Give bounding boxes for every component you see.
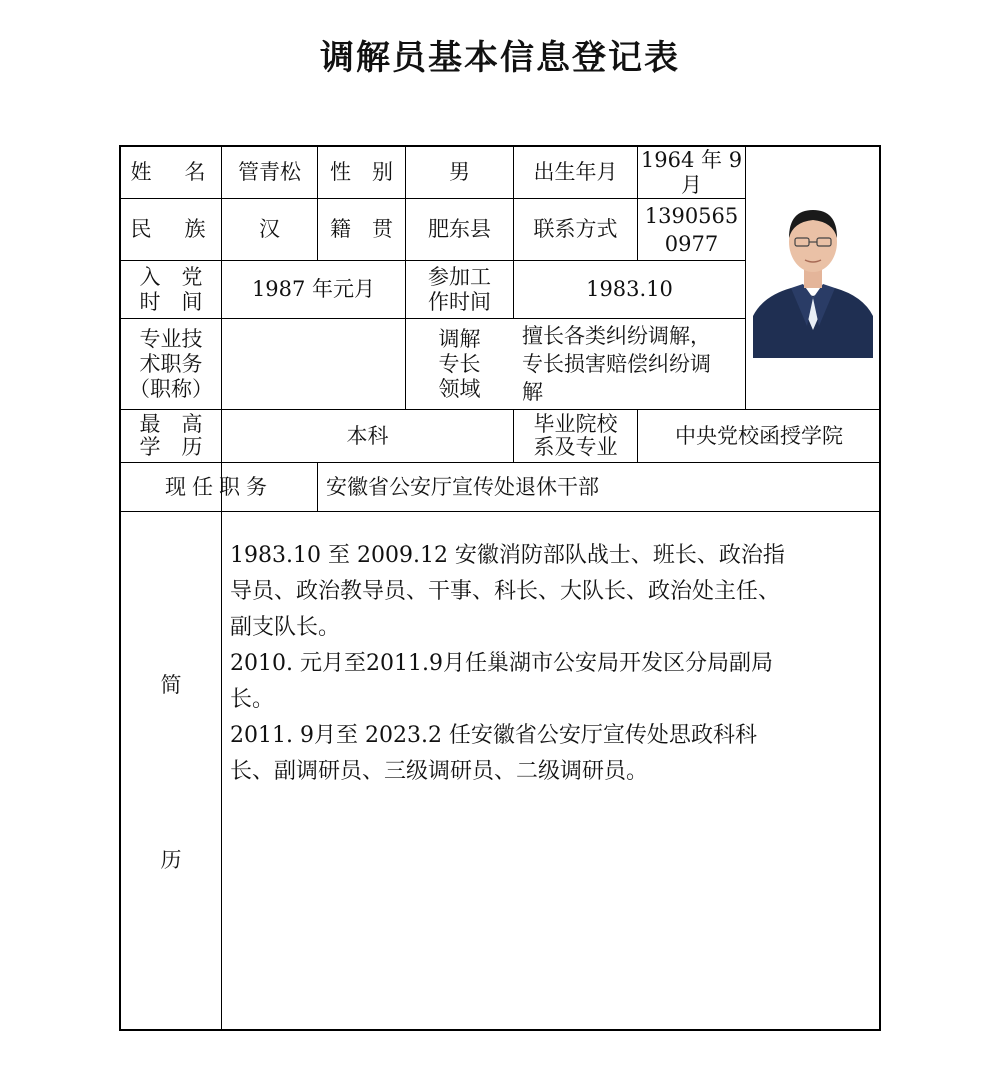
birth-label: 出生年月 (533, 160, 618, 184)
party-date-label (121, 261, 221, 318)
education-label-line1: 最 高 (139, 412, 203, 436)
gender-value: 男 (449, 160, 470, 184)
native-place-label: 籍 贯 (330, 217, 393, 241)
professional-title-label-line2: 术职务 (139, 351, 203, 376)
resume-line: 长、副调研员、三级调研员、二级调研员。 (230, 759, 649, 784)
position-label: 现任职务 (165, 474, 273, 499)
work-date-value: 1983.10 (586, 277, 673, 301)
gender-label: 性 别 (330, 160, 393, 184)
position-value: 安徽省公安厅宣传处退休干部 (326, 474, 599, 499)
resume-label-char1: 简 (160, 672, 182, 697)
work-date-label-line2: 作时间 (428, 289, 491, 314)
party-date-label-line1: 入 党 (139, 264, 203, 289)
ethnicity-label: 民 族 (130, 217, 212, 241)
name-label: 姓 名 (130, 160, 212, 184)
specialty-value-line1: 擅长各类纠纷调解， (522, 324, 711, 348)
contact-value-line2: 0977 (664, 231, 719, 256)
school-label (514, 410, 637, 462)
professional-title-value (222, 319, 405, 409)
party-date-label-line2: 时 间 (139, 289, 203, 314)
education-value: 本科 (346, 423, 389, 448)
form-title: 调解员基本信息登记表 (320, 38, 680, 78)
education-label (121, 410, 221, 462)
specialty-label-line3: 领域 (438, 376, 481, 401)
birth-value (638, 147, 745, 198)
name-value: 管青松 (238, 160, 301, 184)
specialty-label-line2: 专长 (438, 351, 481, 376)
birth-value-line2: 月 (681, 172, 702, 197)
resume-line: 导员、政治教导员、干事、科长、大队长、政治处主任、 (230, 579, 781, 604)
contact-value (638, 199, 745, 260)
professional-title-label-line1: 专业技 (139, 326, 203, 351)
native-place-value: 肥东县 (428, 217, 491, 241)
resume-label-char2: 历 (160, 847, 182, 872)
school-value: 中央党校函授学院 (675, 423, 843, 448)
resume-line: 1983.10 至 2009.12 安徽消防部队战士、班长、政治指 (230, 543, 785, 568)
column-divider (745, 146, 746, 409)
specialty-value (514, 319, 745, 409)
resume-line: 副支队长。 (230, 615, 341, 640)
contact-value-line1: 1390565 (644, 203, 739, 228)
portrait-image (753, 198, 873, 358)
birth-value-line1: 1964 年 9 (640, 147, 743, 172)
party-date-value: 1987 年元月 (251, 277, 376, 301)
portrait-photo (753, 198, 873, 358)
school-label-line2: 系及专业 (533, 435, 618, 459)
professional-title-label (121, 319, 221, 409)
specialty-value-line2: 专长损害赔偿纠纷调 (522, 352, 711, 376)
resume-line: 长。 (230, 687, 275, 712)
specialty-label (406, 319, 513, 409)
school-label-line1: 毕业院校 (533, 412, 618, 436)
professional-title-label-line3: （职称） (129, 376, 213, 401)
specialty-value-line3: 解 (522, 380, 543, 404)
education-label-line2: 学 历 (139, 435, 203, 459)
resume-line: 2010. 元月至2011.9月任巢湖市公安局开发区分局副局 (230, 651, 773, 676)
specialty-label-line1: 调解 (438, 326, 481, 351)
work-date-label-line1: 参加工 (428, 264, 491, 289)
row-divider (120, 511, 880, 512)
contact-label: 联系方式 (533, 217, 618, 241)
work-date-label (406, 261, 513, 318)
resume-line: 2011. 9月至 2023.2 任安徽省公安厅宣传处思政科科 (230, 723, 757, 748)
resume-text (230, 538, 878, 790)
ethnicity-value: 汉 (259, 217, 280, 241)
